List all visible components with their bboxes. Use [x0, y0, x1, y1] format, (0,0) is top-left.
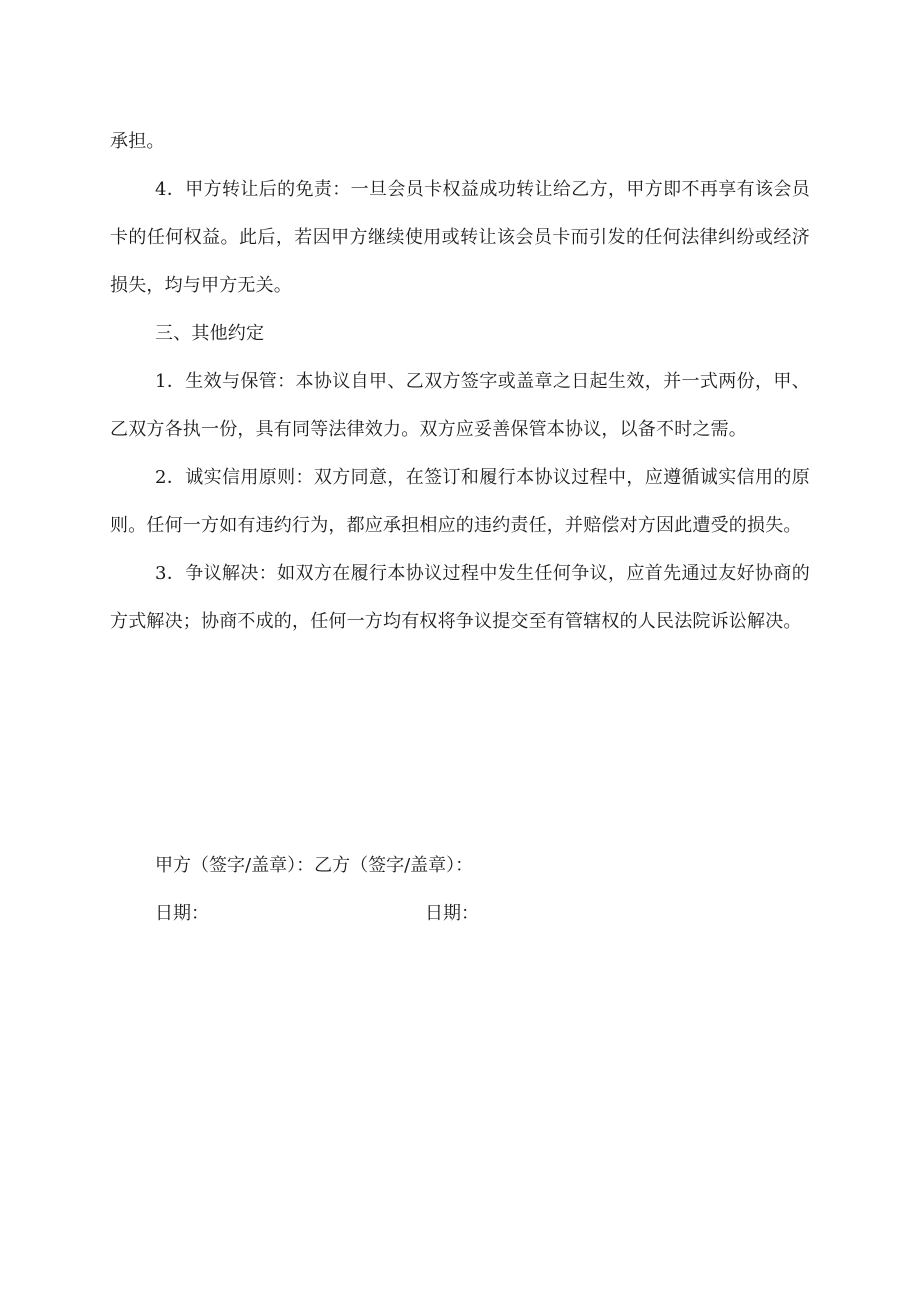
- signature-block: [155, 842, 805, 938]
- date-label-party-a: 日期：: [155, 903, 209, 924]
- document-body: [110, 118, 810, 646]
- paragraph-continuation: 承担。: [110, 131, 165, 152]
- section-heading-other-terms: 三、其他约定: [155, 323, 265, 344]
- clause-4-exemption: 4．甲方转让后的免责：一旦会员卡权益成功转让给乙方，甲方即不再享有该会员卡的任何权益。此后，若因甲方继续使用或转让该会员卡而引发的任何法律纠纷或经济损失，均与甲方无关。: [110, 179, 810, 296]
- clause-1-effectiveness: 1．生效与保管：本协议自甲、乙双方签字或盖章之日起生效，并一式两份，甲、乙双方各执一份，具有同等法律效力。双方应妥善保管本协议，以备不时之需。: [110, 371, 810, 440]
- party-signature-line: 甲方（签字/盖章）：乙方（签字/盖章）：: [155, 855, 474, 876]
- date-label-party-b: 日期：: [425, 903, 479, 924]
- clause-3-dispute-resolution: 3．争议解决：如双方在履行本协议过程中发生任何争议，应首先通过友好协商的方式解决；协商不成的，任何一方均有权将争议提交至有管辖权的人民法院诉讼解决。: [110, 563, 810, 632]
- date-line: [155, 890, 805, 938]
- clause-2-good-faith: 2．诚实信用原则：双方同意，在签订和履行本协议过程中，应遵循诚实信用的原则。任何一方如有违约行为，都应承担相应的违约责任，并赔偿对方因此遭受的损失。: [110, 467, 810, 536]
